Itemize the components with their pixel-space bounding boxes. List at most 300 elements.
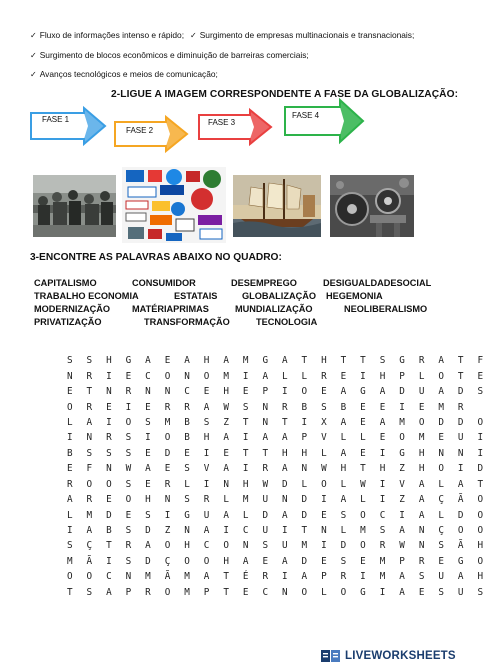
grid-cell[interactable]: R bbox=[66, 478, 73, 490]
grid-cell[interactable]: I bbox=[477, 432, 484, 444]
grid-cell[interactable]: S bbox=[203, 416, 210, 428]
grid-cell[interactable]: O bbox=[125, 416, 132, 428]
phase-2-arrow[interactable] bbox=[114, 116, 188, 152]
grid-cell[interactable]: E bbox=[477, 370, 484, 382]
grid-cell[interactable]: L bbox=[321, 447, 327, 459]
grid-cell[interactable]: A bbox=[262, 370, 269, 382]
grid-cell[interactable]: O bbox=[438, 463, 444, 475]
grid-cell[interactable]: D bbox=[145, 525, 151, 537]
grid-cell[interactable]: M bbox=[242, 355, 249, 367]
grid-cell[interactable]: P bbox=[321, 571, 327, 583]
phase-3-arrow[interactable] bbox=[198, 109, 272, 145]
grid-cell[interactable]: U bbox=[262, 494, 269, 506]
grid-cell[interactable]: E bbox=[360, 401, 366, 413]
grid-cell[interactable]: R bbox=[203, 494, 210, 506]
grid-cell[interactable]: L bbox=[321, 586, 327, 598]
grid-cell[interactable]: A bbox=[418, 509, 425, 521]
grid-cell[interactable]: N bbox=[418, 525, 425, 537]
grid-cell[interactable]: I bbox=[281, 386, 288, 398]
grid-cell[interactable]: R bbox=[281, 401, 288, 413]
grid-cell[interactable]: E bbox=[340, 370, 347, 382]
grid-cell[interactable]: E bbox=[203, 386, 210, 398]
grid-cell[interactable]: N bbox=[438, 447, 444, 459]
grid-cell[interactable]: D bbox=[399, 386, 405, 398]
grid-cell[interactable]: W bbox=[360, 478, 366, 490]
grid-cell[interactable]: S bbox=[106, 447, 112, 459]
grid-cell[interactable]: A bbox=[203, 401, 210, 413]
grid-cell[interactable]: E bbox=[321, 509, 327, 521]
grid-cell[interactable]: A bbox=[281, 555, 288, 567]
grid-cell[interactable]: A bbox=[223, 355, 229, 367]
grid-cell[interactable]: E bbox=[145, 401, 151, 413]
grid-cell[interactable]: S bbox=[66, 540, 73, 552]
grid-cell[interactable]: I bbox=[125, 401, 132, 413]
grid-cell[interactable]: E bbox=[321, 386, 327, 398]
grid-cell[interactable]: X bbox=[321, 416, 327, 428]
grid-cell[interactable]: H bbox=[321, 355, 327, 367]
grid-cell[interactable]: M bbox=[301, 540, 308, 552]
grid-cell[interactable]: D bbox=[457, 509, 464, 521]
grid-cell[interactable]: Ç bbox=[164, 555, 171, 567]
grid-cell[interactable]: Z bbox=[164, 525, 171, 537]
grid-cell[interactable]: I bbox=[457, 463, 464, 475]
grid-cell[interactable]: H bbox=[477, 540, 484, 552]
grid-cell[interactable]: M bbox=[418, 432, 425, 444]
grid-cell[interactable]: A bbox=[281, 509, 288, 521]
grid-cell[interactable]: N bbox=[184, 525, 190, 537]
grid-cell[interactable]: O bbox=[477, 555, 484, 567]
grid-cell[interactable]: U bbox=[203, 509, 210, 521]
grid-cell[interactable]: S bbox=[477, 586, 484, 598]
grid-cell[interactable]: O bbox=[360, 540, 366, 552]
multinational-logos-image[interactable] bbox=[122, 167, 226, 243]
grid-cell[interactable]: E bbox=[164, 463, 171, 475]
grid-cell[interactable]: M bbox=[86, 509, 93, 521]
grid-cell[interactable]: U bbox=[281, 540, 288, 552]
grid-cell[interactable]: A bbox=[145, 540, 151, 552]
grid-cell[interactable]: S bbox=[418, 571, 425, 583]
grid-cell[interactable]: M bbox=[164, 416, 171, 428]
grid-cell[interactable]: R bbox=[125, 386, 132, 398]
grid-cell[interactable]: E bbox=[438, 432, 444, 444]
grid-cell[interactable]: G bbox=[399, 447, 405, 459]
grid-cell[interactable]: U bbox=[457, 432, 464, 444]
grid-cell[interactable]: A bbox=[86, 525, 93, 537]
grid-cell[interactable]: E bbox=[418, 586, 425, 598]
grid-cell[interactable]: A bbox=[242, 555, 249, 567]
grid-cell[interactable]: F bbox=[86, 463, 93, 475]
grid-cell[interactable]: R bbox=[164, 401, 171, 413]
grid-cell[interactable]: A bbox=[438, 386, 444, 398]
grid-cell[interactable]: E bbox=[184, 447, 190, 459]
grid-cell[interactable]: N bbox=[262, 401, 269, 413]
grid-cell[interactable]: A bbox=[399, 586, 405, 598]
grid-cell[interactable]: M bbox=[399, 416, 405, 428]
grid-cell[interactable]: A bbox=[340, 494, 347, 506]
grid-cell[interactable]: I bbox=[477, 447, 484, 459]
grid-cell[interactable]: T bbox=[262, 447, 269, 459]
grid-cell[interactable]: O bbox=[203, 555, 210, 567]
grid-cell[interactable]: A bbox=[438, 355, 444, 367]
grid-cell[interactable]: V bbox=[203, 463, 210, 475]
grid-cell[interactable]: A bbox=[340, 447, 347, 459]
grid-cell[interactable]: C bbox=[145, 370, 151, 382]
grid-cell[interactable]: D bbox=[301, 494, 308, 506]
grid-cell[interactable]: R bbox=[125, 540, 132, 552]
grid-cell[interactable]: I bbox=[281, 525, 288, 537]
grid-cell[interactable]: S bbox=[379, 355, 386, 367]
grid-cell[interactable]: E bbox=[360, 555, 366, 567]
grid-cell[interactable]: L bbox=[301, 370, 308, 382]
grid-cell[interactable]: E bbox=[379, 432, 386, 444]
grid-cell[interactable]: N bbox=[281, 494, 288, 506]
grid-cell[interactable]: H bbox=[281, 447, 288, 459]
grid-cell[interactable]: I bbox=[399, 509, 405, 521]
grid-cell[interactable]: B bbox=[301, 401, 308, 413]
grid-cell[interactable]: Ç bbox=[438, 525, 444, 537]
grid-cell[interactable]: L bbox=[340, 432, 347, 444]
grid-cell[interactable]: A bbox=[457, 571, 464, 583]
grid-cell[interactable]: E bbox=[262, 555, 269, 567]
grid-cell[interactable]: É bbox=[242, 571, 249, 583]
grid-cell[interactable]: P bbox=[125, 586, 132, 598]
grid-cell[interactable]: B bbox=[106, 525, 112, 537]
grid-cell[interactable]: I bbox=[379, 478, 386, 490]
grid-cell[interactable]: O bbox=[438, 370, 444, 382]
grid-cell[interactable]: P bbox=[301, 432, 308, 444]
grid-cell[interactable]: Ç bbox=[86, 540, 93, 552]
grid-cell[interactable]: H bbox=[301, 447, 308, 459]
grid-cell[interactable]: R bbox=[457, 401, 464, 413]
grid-cell[interactable]: H bbox=[106, 355, 112, 367]
grid-cell[interactable]: D bbox=[262, 509, 269, 521]
grid-cell[interactable]: U bbox=[438, 571, 444, 583]
grid-cell[interactable]: O bbox=[477, 525, 484, 537]
grid-cell[interactable]: G bbox=[457, 555, 464, 567]
grid-cell[interactable]: H bbox=[418, 447, 425, 459]
grid-cell[interactable]: M bbox=[184, 571, 190, 583]
grid-cell[interactable]: L bbox=[340, 478, 347, 490]
grid-cell[interactable]: T bbox=[340, 355, 347, 367]
grid-cell[interactable]: Ç bbox=[438, 494, 444, 506]
grid-cell[interactable]: I bbox=[360, 370, 366, 382]
grid-cell[interactable]: R bbox=[164, 478, 171, 490]
grid-cell[interactable]: C bbox=[106, 571, 112, 583]
berlin-wall-image[interactable] bbox=[33, 175, 116, 237]
grid-cell[interactable]: N bbox=[418, 540, 425, 552]
grid-cell[interactable]: E bbox=[66, 463, 73, 475]
grid-cell[interactable]: M bbox=[360, 525, 366, 537]
grid-cell[interactable]: O bbox=[477, 494, 484, 506]
grid-cell[interactable]: O bbox=[203, 370, 210, 382]
grid-cell[interactable]: H bbox=[242, 478, 249, 490]
grid-cell[interactable]: N bbox=[106, 463, 112, 475]
grid-cell[interactable]: S bbox=[379, 525, 386, 537]
grid-cell[interactable]: O bbox=[418, 416, 425, 428]
grid-cell[interactable]: I bbox=[301, 416, 308, 428]
grid-cell[interactable]: S bbox=[125, 447, 132, 459]
grid-cell[interactable]: N bbox=[457, 447, 464, 459]
grid-cell[interactable]: L bbox=[360, 494, 366, 506]
grid-cell[interactable]: V bbox=[399, 478, 405, 490]
grid-cell[interactable]: T bbox=[301, 355, 308, 367]
grid-cell[interactable]: D bbox=[340, 540, 347, 552]
grid-cell[interactable]: O bbox=[86, 571, 93, 583]
grid-cell[interactable]: I bbox=[242, 432, 249, 444]
grid-cell[interactable]: A bbox=[418, 494, 425, 506]
grid-cell[interactable]: P bbox=[399, 555, 405, 567]
grid-cell[interactable]: F bbox=[477, 355, 484, 367]
grid-cell[interactable]: I bbox=[379, 586, 386, 598]
grid-cell[interactable]: E bbox=[242, 386, 249, 398]
grid-cell[interactable]: I bbox=[203, 478, 210, 490]
grid-cell[interactable]: T bbox=[242, 416, 249, 428]
grid-cell[interactable]: B bbox=[184, 432, 190, 444]
grid-cell[interactable]: R bbox=[86, 494, 93, 506]
grid-cell[interactable]: B bbox=[184, 416, 190, 428]
grid-cell[interactable]: D bbox=[301, 509, 308, 521]
grid-cell[interactable]: O bbox=[477, 509, 484, 521]
grid-cell[interactable]: C bbox=[203, 540, 210, 552]
grid-cell[interactable]: O bbox=[301, 586, 308, 598]
grid-cell[interactable]: T bbox=[301, 525, 308, 537]
grid-cell[interactable]: A bbox=[457, 478, 464, 490]
grid-cell[interactable]: S bbox=[477, 386, 484, 398]
grid-cell[interactable]: R bbox=[262, 463, 269, 475]
grid-cell[interactable]: E bbox=[242, 586, 249, 598]
grid-cell[interactable]: M bbox=[379, 555, 386, 567]
grid-cell[interactable]: O bbox=[184, 555, 190, 567]
grid-cell[interactable]: R bbox=[340, 571, 347, 583]
sailing-ships-image[interactable] bbox=[233, 175, 321, 237]
grid-cell[interactable]: I bbox=[203, 447, 210, 459]
grid-cell[interactable]: U bbox=[418, 386, 425, 398]
grid-cell[interactable]: W bbox=[125, 463, 132, 475]
grid-cell[interactable]: A bbox=[281, 355, 288, 367]
grid-cell[interactable]: N bbox=[145, 386, 151, 398]
grid-cell[interactable]: I bbox=[242, 370, 249, 382]
grid-cell[interactable]: E bbox=[145, 447, 151, 459]
grid-cell[interactable]: R bbox=[262, 571, 269, 583]
grid-cell[interactable]: N bbox=[106, 386, 112, 398]
word-search-grid[interactable] bbox=[60, 353, 490, 600]
grid-cell[interactable]: C bbox=[379, 509, 386, 521]
grid-cell[interactable]: O bbox=[301, 386, 308, 398]
grid-cell[interactable]: A bbox=[399, 571, 405, 583]
grid-cell[interactable]: R bbox=[86, 401, 93, 413]
grid-cell[interactable]: A bbox=[379, 416, 386, 428]
grid-cell[interactable]: O bbox=[340, 586, 347, 598]
grid-cell[interactable]: A bbox=[223, 432, 229, 444]
grid-cell[interactable]: O bbox=[106, 478, 112, 490]
grid-cell[interactable]: R bbox=[106, 432, 112, 444]
grid-cell[interactable]: S bbox=[86, 447, 93, 459]
grid-cell[interactable]: U bbox=[457, 586, 464, 598]
grid-cell[interactable]: M bbox=[66, 555, 73, 567]
grid-cell[interactable]: E bbox=[360, 447, 366, 459]
grid-cell[interactable]: Ã bbox=[457, 494, 464, 506]
grid-cell[interactable]: H bbox=[379, 370, 386, 382]
grid-cell[interactable]: E bbox=[106, 401, 112, 413]
grid-cell[interactable]: N bbox=[223, 478, 229, 490]
grid-cell[interactable]: A bbox=[184, 355, 190, 367]
grid-cell[interactable]: A bbox=[106, 586, 112, 598]
grid-cell[interactable]: I bbox=[399, 401, 405, 413]
grid-cell[interactable]: I bbox=[321, 494, 327, 506]
grid-cell[interactable]: A bbox=[145, 355, 151, 367]
grid-cell[interactable]: A bbox=[418, 478, 425, 490]
grid-cell[interactable]: T bbox=[223, 571, 229, 583]
grid-cell[interactable]: S bbox=[125, 478, 132, 490]
grid-cell[interactable]: W bbox=[223, 401, 229, 413]
grid-cell[interactable]: T bbox=[477, 478, 484, 490]
grid-cell[interactable]: A bbox=[262, 432, 269, 444]
grid-cell[interactable]: T bbox=[457, 370, 464, 382]
grid-cell[interactable]: N bbox=[125, 571, 132, 583]
grid-cell[interactable]: E bbox=[438, 555, 444, 567]
grid-cell[interactable]: L bbox=[66, 509, 73, 521]
grid-cell[interactable]: I bbox=[242, 463, 249, 475]
grid-cell[interactable]: C bbox=[262, 586, 269, 598]
grid-cell[interactable]: W bbox=[399, 540, 405, 552]
grid-cell[interactable]: C bbox=[184, 386, 190, 398]
grid-cell[interactable]: A bbox=[340, 416, 347, 428]
grid-cell[interactable]: W bbox=[321, 463, 327, 475]
grid-cell[interactable]: T bbox=[281, 416, 288, 428]
grid-cell[interactable]: L bbox=[438, 509, 444, 521]
grid-cell[interactable]: E bbox=[223, 447, 229, 459]
grid-cell[interactable]: S bbox=[184, 463, 190, 475]
grid-cell[interactable]: S bbox=[86, 355, 93, 367]
grid-cell[interactable]: D bbox=[106, 509, 112, 521]
grid-cell[interactable]: A bbox=[203, 571, 210, 583]
grid-cell[interactable]: N bbox=[262, 416, 269, 428]
grid-cell[interactable]: N bbox=[242, 540, 249, 552]
grid-cell[interactable]: N bbox=[184, 370, 190, 382]
grid-cell[interactable]: L bbox=[66, 416, 73, 428]
grid-cell[interactable]: I bbox=[145, 432, 151, 444]
grid-cell[interactable]: Ã bbox=[457, 540, 464, 552]
grid-cell[interactable]: Ã bbox=[86, 555, 93, 567]
grid-cell[interactable]: L bbox=[281, 370, 288, 382]
grid-cell[interactable]: N bbox=[281, 586, 288, 598]
grid-cell[interactable]: I bbox=[106, 555, 112, 567]
grid-cell[interactable]: G bbox=[262, 355, 269, 367]
grid-cell[interactable]: A bbox=[223, 463, 229, 475]
grid-cell[interactable]: E bbox=[164, 355, 171, 367]
grid-cell[interactable]: R bbox=[321, 370, 327, 382]
grid-cell[interactable]: T bbox=[106, 540, 112, 552]
grid-cell[interactable]: A bbox=[399, 525, 405, 537]
grid-cell[interactable]: L bbox=[360, 432, 366, 444]
grid-cell[interactable]: G bbox=[399, 355, 405, 367]
grid-cell[interactable]: O bbox=[164, 432, 171, 444]
grid-cell[interactable]: S bbox=[438, 540, 444, 552]
grid-cell[interactable]: I bbox=[106, 416, 112, 428]
grid-cell[interactable]: B bbox=[340, 401, 347, 413]
grid-cell[interactable]: B bbox=[66, 447, 73, 459]
grid-cell[interactable]: D bbox=[301, 555, 308, 567]
grid-cell[interactable]: T bbox=[360, 463, 366, 475]
grid-cell[interactable]: T bbox=[66, 586, 73, 598]
grid-cell[interactable]: P bbox=[203, 586, 210, 598]
grid-cell[interactable]: E bbox=[145, 478, 151, 490]
grid-cell[interactable]: A bbox=[340, 386, 347, 398]
grid-cell[interactable]: R bbox=[379, 540, 386, 552]
grid-cell[interactable]: S bbox=[125, 525, 132, 537]
grid-cell[interactable]: A bbox=[223, 509, 229, 521]
grid-cell[interactable]: O bbox=[223, 540, 229, 552]
grid-cell[interactable]: L bbox=[340, 525, 347, 537]
grid-cell[interactable]: G bbox=[360, 386, 366, 398]
grid-cell[interactable]: E bbox=[321, 555, 327, 567]
grid-cell[interactable]: L bbox=[418, 370, 425, 382]
grid-cell[interactable]: S bbox=[86, 586, 93, 598]
grid-cell[interactable]: S bbox=[145, 509, 151, 521]
grid-cell[interactable]: N bbox=[164, 386, 171, 398]
grid-cell[interactable]: E bbox=[379, 401, 386, 413]
grid-cell[interactable]: H bbox=[203, 432, 210, 444]
grid-cell[interactable]: H bbox=[145, 494, 151, 506]
grid-cell[interactable]: M bbox=[223, 370, 229, 382]
grid-cell[interactable]: Z bbox=[399, 494, 405, 506]
phase-4-arrow[interactable] bbox=[284, 99, 364, 143]
grid-cell[interactable]: S bbox=[125, 555, 132, 567]
grid-cell[interactable]: H bbox=[223, 386, 229, 398]
grid-cell[interactable]: L bbox=[301, 478, 308, 490]
grid-cell[interactable]: Z bbox=[399, 463, 405, 475]
grid-cell[interactable]: D bbox=[281, 478, 288, 490]
grid-cell[interactable]: D bbox=[457, 416, 464, 428]
grid-cell[interactable]: N bbox=[301, 463, 308, 475]
grid-cell[interactable]: P bbox=[399, 370, 405, 382]
grid-cell[interactable]: E bbox=[418, 401, 425, 413]
grid-cell[interactable]: O bbox=[86, 478, 93, 490]
grid-cell[interactable]: I bbox=[379, 494, 386, 506]
grid-cell[interactable]: U bbox=[262, 525, 269, 537]
grid-cell[interactable]: H bbox=[223, 555, 229, 567]
grid-cell[interactable]: S bbox=[438, 586, 444, 598]
grid-cell[interactable]: A bbox=[145, 463, 151, 475]
grid-cell[interactable]: E bbox=[125, 509, 132, 521]
grid-cell[interactable]: O bbox=[66, 571, 73, 583]
grid-cell[interactable]: I bbox=[360, 571, 366, 583]
grid-cell[interactable]: O bbox=[125, 494, 132, 506]
grid-cell[interactable]: N bbox=[66, 370, 73, 382]
grid-cell[interactable]: G bbox=[360, 586, 366, 598]
grid-cell[interactable]: D bbox=[438, 416, 444, 428]
grid-cell[interactable]: T bbox=[360, 355, 366, 367]
grid-cell[interactable]: I bbox=[321, 540, 327, 552]
industrial-machine-image[interactable] bbox=[330, 175, 414, 237]
grid-cell[interactable]: M bbox=[184, 586, 190, 598]
grid-cell[interactable]: S bbox=[321, 401, 327, 413]
grid-cell[interactable]: Ã bbox=[164, 571, 171, 583]
grid-cell[interactable]: S bbox=[145, 416, 151, 428]
grid-cell[interactable]: N bbox=[86, 432, 93, 444]
grid-cell[interactable]: H bbox=[340, 463, 347, 475]
grid-cell[interactable]: M bbox=[379, 571, 386, 583]
grid-cell[interactable]: E bbox=[106, 494, 112, 506]
grid-cell[interactable]: I bbox=[379, 447, 386, 459]
grid-cell[interactable]: M bbox=[145, 571, 151, 583]
grid-cell[interactable]: O bbox=[164, 540, 171, 552]
grid-cell[interactable]: A bbox=[203, 525, 210, 537]
grid-cell[interactable]: S bbox=[125, 432, 132, 444]
grid-cell[interactable]: I bbox=[66, 525, 73, 537]
grid-cell[interactable]: M bbox=[242, 494, 249, 506]
grid-cell[interactable]: A bbox=[66, 494, 73, 506]
